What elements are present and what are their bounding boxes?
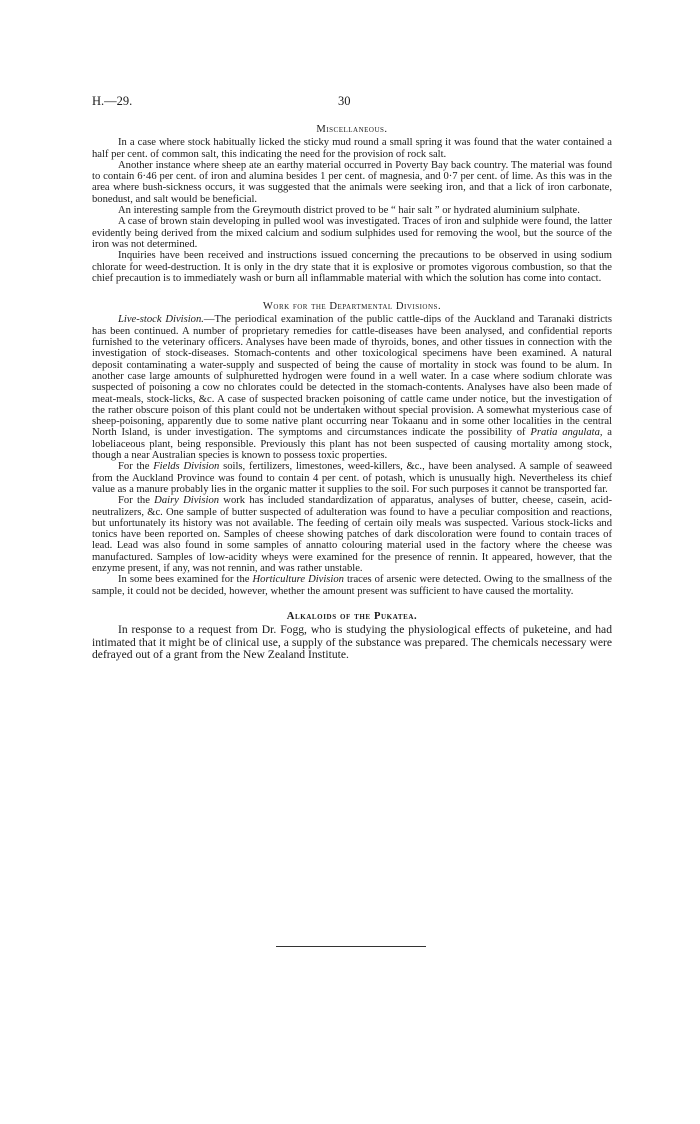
page-header	[92, 94, 612, 110]
division-name: Dairy Division	[154, 495, 220, 507]
paragraph: Another instance where sheep ate an earthy material occurred in Poverty Bay back country. The material was found to contain 6·46 per cent. of iron and alumina besides 1 per cent. of magnesia, and 0·7 per cent. of lime. As this was in the area where bush-sickness occurs, it was suggested that the animals were seeking iron, and that a lick of iron carbonate, bonedust, and salt would be beneficial.	[92, 159, 612, 205]
page-body	[92, 124, 612, 661]
page-number: 30	[338, 94, 351, 108]
division-name: Horticulture Division	[252, 574, 344, 586]
paragraph-horticulture: In some bees examined for the Horticulture Division traces of arsenic were detected. Owing to the smallness of the sample, it could not be decided, however, whether the amount present was sufficient to have caused the mortality.	[92, 574, 613, 597]
section-heading-miscellaneous: Miscellaneous.	[316, 124, 388, 135]
paragraph: An interesting sample from the Greymouth district proved to be “ hair salt ” or hydrated aluminium sulphate.	[118, 205, 580, 217]
species-name: Pratia angulata,	[530, 427, 603, 439]
division-name: Fields Division	[153, 461, 220, 473]
paragraph: A case of brown stain developing in pulled wool was investigated. Traces of iron and sulphide were found, the latter evidently being derived from the mixed calcium and sodium sulphides used for removing the wool, but the source of the iron was not determined.	[92, 216, 612, 250]
paragraph-fields: For the Fields Division soils, fertilizers, limestones, weed-killers, &c., have been analysed. A sample of seaweed from the Auckland Province was found to contain 4 per cent. of potash, which is unusually high. Nevertheless its chief value as a manure probably lies in the organic matter it supplies to the soil. For such purposes it cannot be transported far.	[92, 461, 612, 495]
paragraph: In a case where stock habitually licked the sticky mud round a small spring it was found that the water contained a half per cent. of common salt, this indicating the need for the provision of rock salt.	[92, 137, 612, 160]
paragraph: Inquiries have been received and instructions issued concerning the precautions to be observed in using sodium chlorate for weed-destruction. It is only in the dry state that it is explosive or promotes vigorous combustion, so that the chief precaution is to immediately wash or burn all inflammable material with which the solution has come into contact.	[92, 250, 612, 284]
report-code: H.—29.	[92, 94, 133, 108]
paragraph-dairy: For the Dairy Division work has included standardization of apparatus, analyses of butter, cheese, casein, acid-neutralizers, &c. One sample of butter suspected of adulteration was found to have a peculiar composition and reactions, but unfortunately its history was not available. The feeding of certain oily meals was suspected. Various stock-licks and tonics have been reported on. Samples of cheese showing patches of dark discoloration were found to contain traces of lead. Lead was also found in some samples of annatto colouring material used in the factory where the cheese was manufactured. Samples of low-acidity wheys were examined for the presence of rennin. It appeared, however, that the enzyme present, if any, was not rennin, and was rather unstable.	[92, 495, 613, 574]
division-name: Live-stock Division.	[118, 314, 204, 326]
paragraph-live-stock: Live-stock Division.—The periodical examination of the public cattle-dips of the Auckland and Taranaki districts has been continued. A number of proprietary remedies for cattle-diseases have been analysed, and confidential reports furnished to the veterinary officers. Analyses have been made of thyroids, bones, and other tissues in connection with the investigation of stock-diseases. Stomach-contents and other toxicological specimens have been examined. A natural deposit contaminating a water-supply and suspected of being the cause of mortality in stock was found to be alum. In another case large amounts of sulphuretted hydrogen were found in a well water. In a case where sodium chlorate was suspected of poisoning a cow no chlorates could be detected in the stomach-contents. Analyses have also been made of meat-meals, stock-licks, &c. A case of suspected bracken poisoning of cattle came under notice, but the investigation of the rather obscure poison of this plant could not be undertaken without special provision. A somewhat mysterious case of sheep-poisoning, apparently due to some native plant occurring near Tokaanu and in some other localities in the central North Island, is under investigation. The symptoms and circumstances indicate the possibility of Pratia angulata, a lobeliaceous plant, being responsible. Previously this plant has not been suspected of causing mortality among stock, though a near Australian species is known to possess toxic properties.	[92, 314, 612, 462]
end-rule	[276, 946, 426, 947]
section-heading-departmental-divisions: Work for the Departmental Divisions.	[262, 301, 442, 313]
section-heading-alkaloids: Alkaloids of the Pukatea.	[286, 610, 418, 622]
paragraph: In response to a request from Dr. Fogg, who is studying the physiological effects of puketeine, and had intimated that it might be of clinical use, a supply of the substance was prepared. The chemicals necessary were defrayed out of a grant from the New Zealand Institute.	[92, 623, 612, 661]
